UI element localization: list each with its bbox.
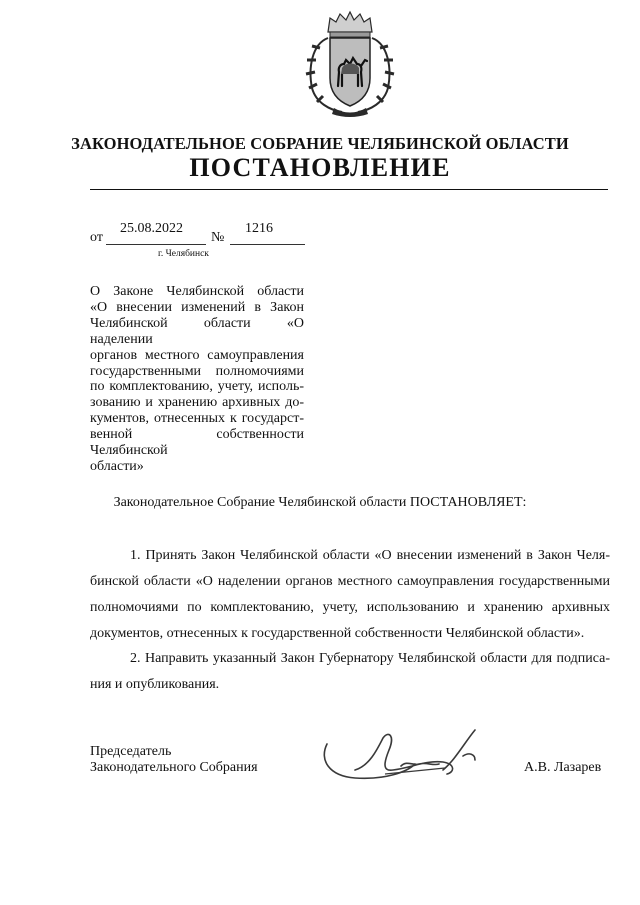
paragraph-line: 2. Направить указанный Закон Губернатору Челябинской области для подписа- bbox=[130, 651, 610, 666]
subject-line: венной собственности Челябинской bbox=[90, 427, 304, 459]
resolution-item-2 bbox=[90, 646, 610, 698]
subject-line: Челябинской области «О наделении bbox=[90, 315, 304, 347]
organization-title: ЗАКОНОДАТЕЛЬНОЕ СОБРАНИЕ ЧЕЛЯБИНСКОЙ ОБЛАСТИ bbox=[71, 134, 569, 153]
paragraph-line: 1. Принять Закон Челябинской области «О внесении изменений в Закон Челя- bbox=[130, 548, 610, 563]
paragraph-line: полномочиями по комплектованию, учету, использованию и хранению архивных bbox=[90, 600, 610, 615]
subject-line: государственными полномочиями bbox=[90, 363, 304, 379]
subject-line: кументов, отнесенных к государст- bbox=[90, 411, 304, 427]
signer-position bbox=[90, 744, 258, 776]
document-date: 25.08.2022 bbox=[120, 221, 183, 236]
signer-position-line: Законодательного Собрания bbox=[90, 760, 258, 775]
number-underline bbox=[230, 244, 305, 245]
paragraph-line: бинской области «О наделении органов местного самоуправления государственными bbox=[90, 574, 610, 589]
subject-line: по комплектованию, учету, исполь- bbox=[90, 379, 304, 395]
paragraph-line: ния и опубликования. bbox=[90, 677, 220, 692]
document-type-heading: ПОСТАНОВЛЕНИЕ bbox=[189, 153, 451, 182]
signer-position-line: Председатель bbox=[90, 744, 172, 759]
resolution-item-1 bbox=[90, 543, 610, 647]
handwritten-signature bbox=[315, 720, 515, 800]
coat-of-arms-icon bbox=[290, 8, 410, 118]
subject-line: «О внесении изменений в Закон bbox=[90, 299, 304, 315]
subject-line: зованию и хранению архивных до- bbox=[90, 395, 304, 411]
header-divider bbox=[90, 189, 608, 190]
date-prefix: от bbox=[90, 230, 103, 245]
subject-line: органов местного самоуправления bbox=[90, 347, 304, 363]
date-underline bbox=[106, 244, 206, 245]
number-sign: № bbox=[211, 230, 225, 245]
paragraph-line: документов, отнесенных к государственной собственности Челябинской области». bbox=[90, 626, 585, 641]
subject-line: области» bbox=[90, 458, 144, 474]
document-subject bbox=[90, 284, 304, 475]
subject-line: О Законе Челябинской области bbox=[90, 284, 304, 299]
document-number: 1216 bbox=[245, 221, 273, 236]
signer-name: А.В. Лазарев bbox=[524, 760, 602, 775]
resolves-statement: Законодательное Собрание Челябинской области ПОСТАНОВЛЯЕТ: bbox=[113, 495, 527, 510]
city-label: г. Челябинск bbox=[158, 249, 209, 259]
